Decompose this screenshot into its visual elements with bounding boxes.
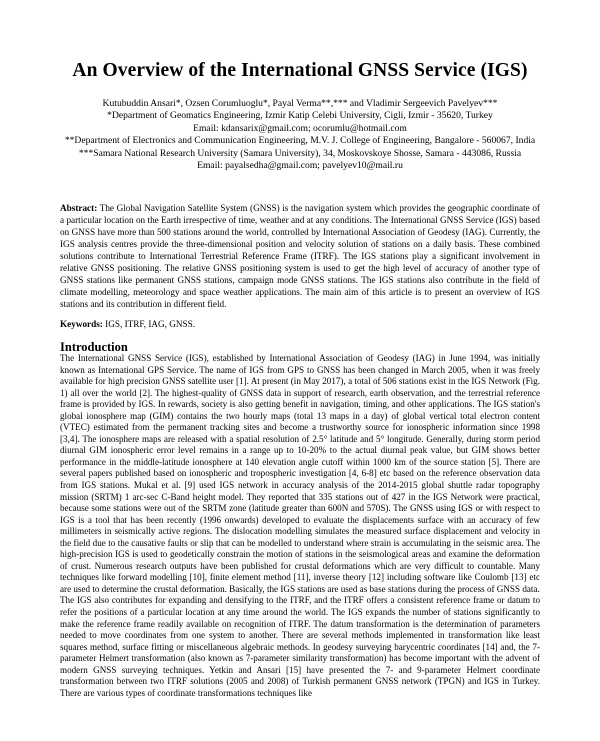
abstract-label: Abstract: — [60, 203, 98, 213]
intro-paragraph-2: The IGS also contributes for expanding and densifying to the ITRF, and the ITRF offers a consistent reference frame or datum to refer the positions of a particular location at any time around the world. The IGS expands the number of stations significantly to make the reference frame readily available on recognition of ITRF. The datum transformation is the determination of parameters needed to move coordinates from one system to another. There are several methods implemented in transformation like least squares method, surface fitting or miscellaneous algebraic methods. In geodesy surveying barycentric coordinates [14] and, the 7-parameter Helmert transformation (also known as 7-parameter similarity transformation) has become important with the advent of modern GNSS surveying techniques. Yetkin and Ansari [15] have presented the 7- and 9-parameter Helmert coordinate transformation between two ITRF solutions (2005 and 2008) of Turkish permanent GNSS network (TPGN) and IGS in Turkey. There are various types of coordinate transformations techniques like — [60, 595, 540, 698]
author-block — [60, 98, 540, 172]
affiliation-3: ***Samara National Research University (Samara University), 34, Moskovskoye Shosse, Samara - 443086, Russia — [78, 147, 522, 159]
email-2: Email: payalsedha@gmail.com; pavelyev10@mail.ru — [197, 160, 403, 172]
paper-title: An Overview of the International GNSS Service (IGS) — [72, 60, 528, 81]
author-names: Kutubuddin Ansari*, Ozsen Corumluoglu*, Payal Verma**,*** and Vladimir Sergeevich Pavelyev*** — [102, 98, 498, 109]
keywords-label: Keywords: — [60, 319, 103, 329]
email-1: Email: kdansarix@gmail.com; ocorumlu@hotmail.com — [193, 122, 407, 134]
introduction-heading: Introduction — [60, 340, 128, 354]
affiliation-2: **Department of Electronics and Communication Engineering, M.V. J. College of Engineering, Bangalore - 560067, India — [64, 135, 536, 147]
abstract-text: The Global Navigation Satellite System (GNSS) is the navigation system which provides the geographic coordinate of a particular location on the Earth irrespective of time, weather and at any conditions. The International GNSS Service (IGS) based on GNSS have more than 500 stations around the world, controlled by International Association of Geodesy (IAG). Currently, the IGS analysis centres provide the three-dimensional position and velocity solution of stations on a daily basis. These combined solutions contribute to International Terrestrial Reference Frame (ITRF). The IGS stations play a significant involvement in relative GNSS positioning. The relative GNSS positioning system is used to get the high level of accuracy of another type of GNSS stations like permanent GNSS stations, campaign mode GNSS stations. The IGS stations also contribute in the field of climate modelling, meteorology and space weather applications. The main aim of this article is to present an overview of IGS stations and its contribution in different field. — [60, 203, 540, 309]
introduction-body — [60, 353, 540, 699]
intro-paragraph-1: The International GNSS Service (IGS), established by International Association of Geodesy (IAG) in June 1994, was initially known as International GPS Service. The name of IGS from GPS to GNSS has been changed in March 2005, when it was freely available for high precision GNSS satellite user [1]. At present (in May 2017), a total of 506 stations exist in the IGS Network (Fig. 1) all over the world [2]. The highest-quality of GNSS data in support of research, earth observation, and the terrestrial reference frame is provided by IGS. In rewards, society is also getting benefit in navigation, timing, and other applications. The IGS station's global ionosphere map (GIM) contains the two hourly maps (total 13 maps in a day) of global vertical total electron content (VTEC) estimated from the permanent tracking sites and become a trustworthy source for ionospheric information since 1998 [3,4]. The ionosphere maps are released with a spatial resolution of 2.5° latitude and 5° longitude. Generally, during storm period diurnal GIM ionospheric error level remains in a range up to 10-20% to the actual diurnal peak value, but GIM shows better performance in the middle-latitude ionosphere at 140 elevation angle cutoff within 1000 km of the source station [5]. There are several papers published based on ionospheric and tropospheric investigation [4, 6-8] etc based on the reference observation data from IGS stations. Mukal et al. [9] used IGS network in accuracy analysis of the 2014-2015 global shuttle radar topography mission (SRTM) 1 arc-sec C-Band height model. They reported that 335 stations out of 427 in the IGS Network were practical, because some stations were out of the SRTM zone (latitude greater than 600N and 570S). The GNSS using IGS or with respect to IGS is a tool that has been recently (1996 onwards) developed to evaluate the displacements surface with an accuracy of few millimeters in seismically active regions. The dislocation modelling simulates the measured surface displacement and velocity in the field due to the causative faults or slip that can be modelled to understand where strain is accumulating in the seismic area. The high-precision IGS is used to geodetically constrain the motion of stations in the seismological areas and examine the deformation of crust. Numerous research outputs have been published for crustal deformations which are very difficult to countable. Many techniques like forward modelling [10], finite element method [11], inverse theory [12] including software like Coulomb [13] etc are used to determine the crustal deformation. Basically, the IGS stations are used as base stations during the process of GNSS data. — [60, 353, 540, 594]
keywords — [60, 318, 540, 330]
abstract — [60, 202, 540, 310]
keywords-text: IGS, ITRF, IAG, GNSS. — [105, 319, 196, 329]
affiliation-1: *Department of Geomatics Engineering, Izmir Katip Celebi University, Cigli, Izmir - 35620, Turkey — [107, 110, 493, 122]
